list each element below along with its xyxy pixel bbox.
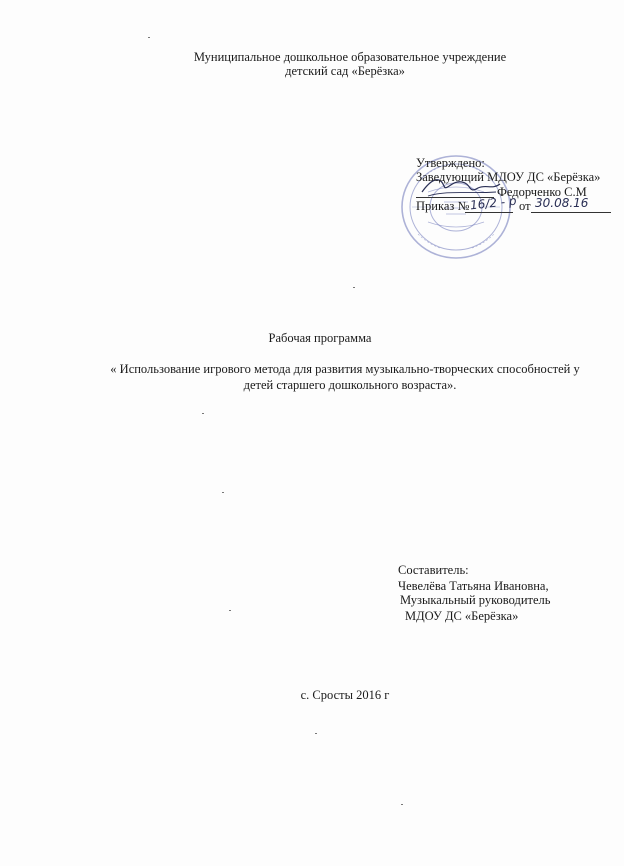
approval-title: Утверждено:	[416, 156, 485, 170]
order-number-underline	[465, 212, 513, 213]
author-label: Составитель:	[398, 563, 469, 577]
program-title: Рабочая программа	[268, 331, 372, 345]
author-name: Чевелёва Татьяна Ивановна,	[398, 579, 549, 593]
scan-speck	[229, 610, 231, 611]
approval-name: Федорченко С.М	[497, 185, 587, 199]
program-name-line1: « Использование игрового метода для развития музыкально-творческих способностей у	[110, 362, 580, 376]
author-organization: МДОУ ДС «Берёзка»	[405, 609, 519, 623]
organization-name-line1: Муниципальное дошкольное образовательное учреждение	[193, 50, 507, 64]
author-role: Музыкальный руководитель	[400, 593, 551, 607]
scan-speck	[315, 733, 317, 734]
approval-position: Заведующий МДОУ ДС «Берёзка»	[416, 170, 601, 184]
order-label: Приказ №	[416, 199, 470, 213]
program-name-line2: детей старшего дошкольного возраста».	[243, 378, 457, 392]
place-and-year: с. Сросты 2016 г	[300, 688, 390, 702]
scan-speck	[222, 492, 224, 493]
scan-speck	[148, 37, 150, 38]
scan-speck	[353, 287, 355, 288]
order-date: 30.08.16	[535, 196, 589, 210]
scan-speck	[202, 413, 204, 414]
order-from-label: от	[519, 199, 531, 213]
order-date-underline	[531, 212, 611, 213]
organization-name-line2: детский сад «Берёзка»	[285, 64, 405, 78]
scan-speck	[401, 804, 403, 805]
order-number: 16/2 - р	[469, 193, 518, 213]
